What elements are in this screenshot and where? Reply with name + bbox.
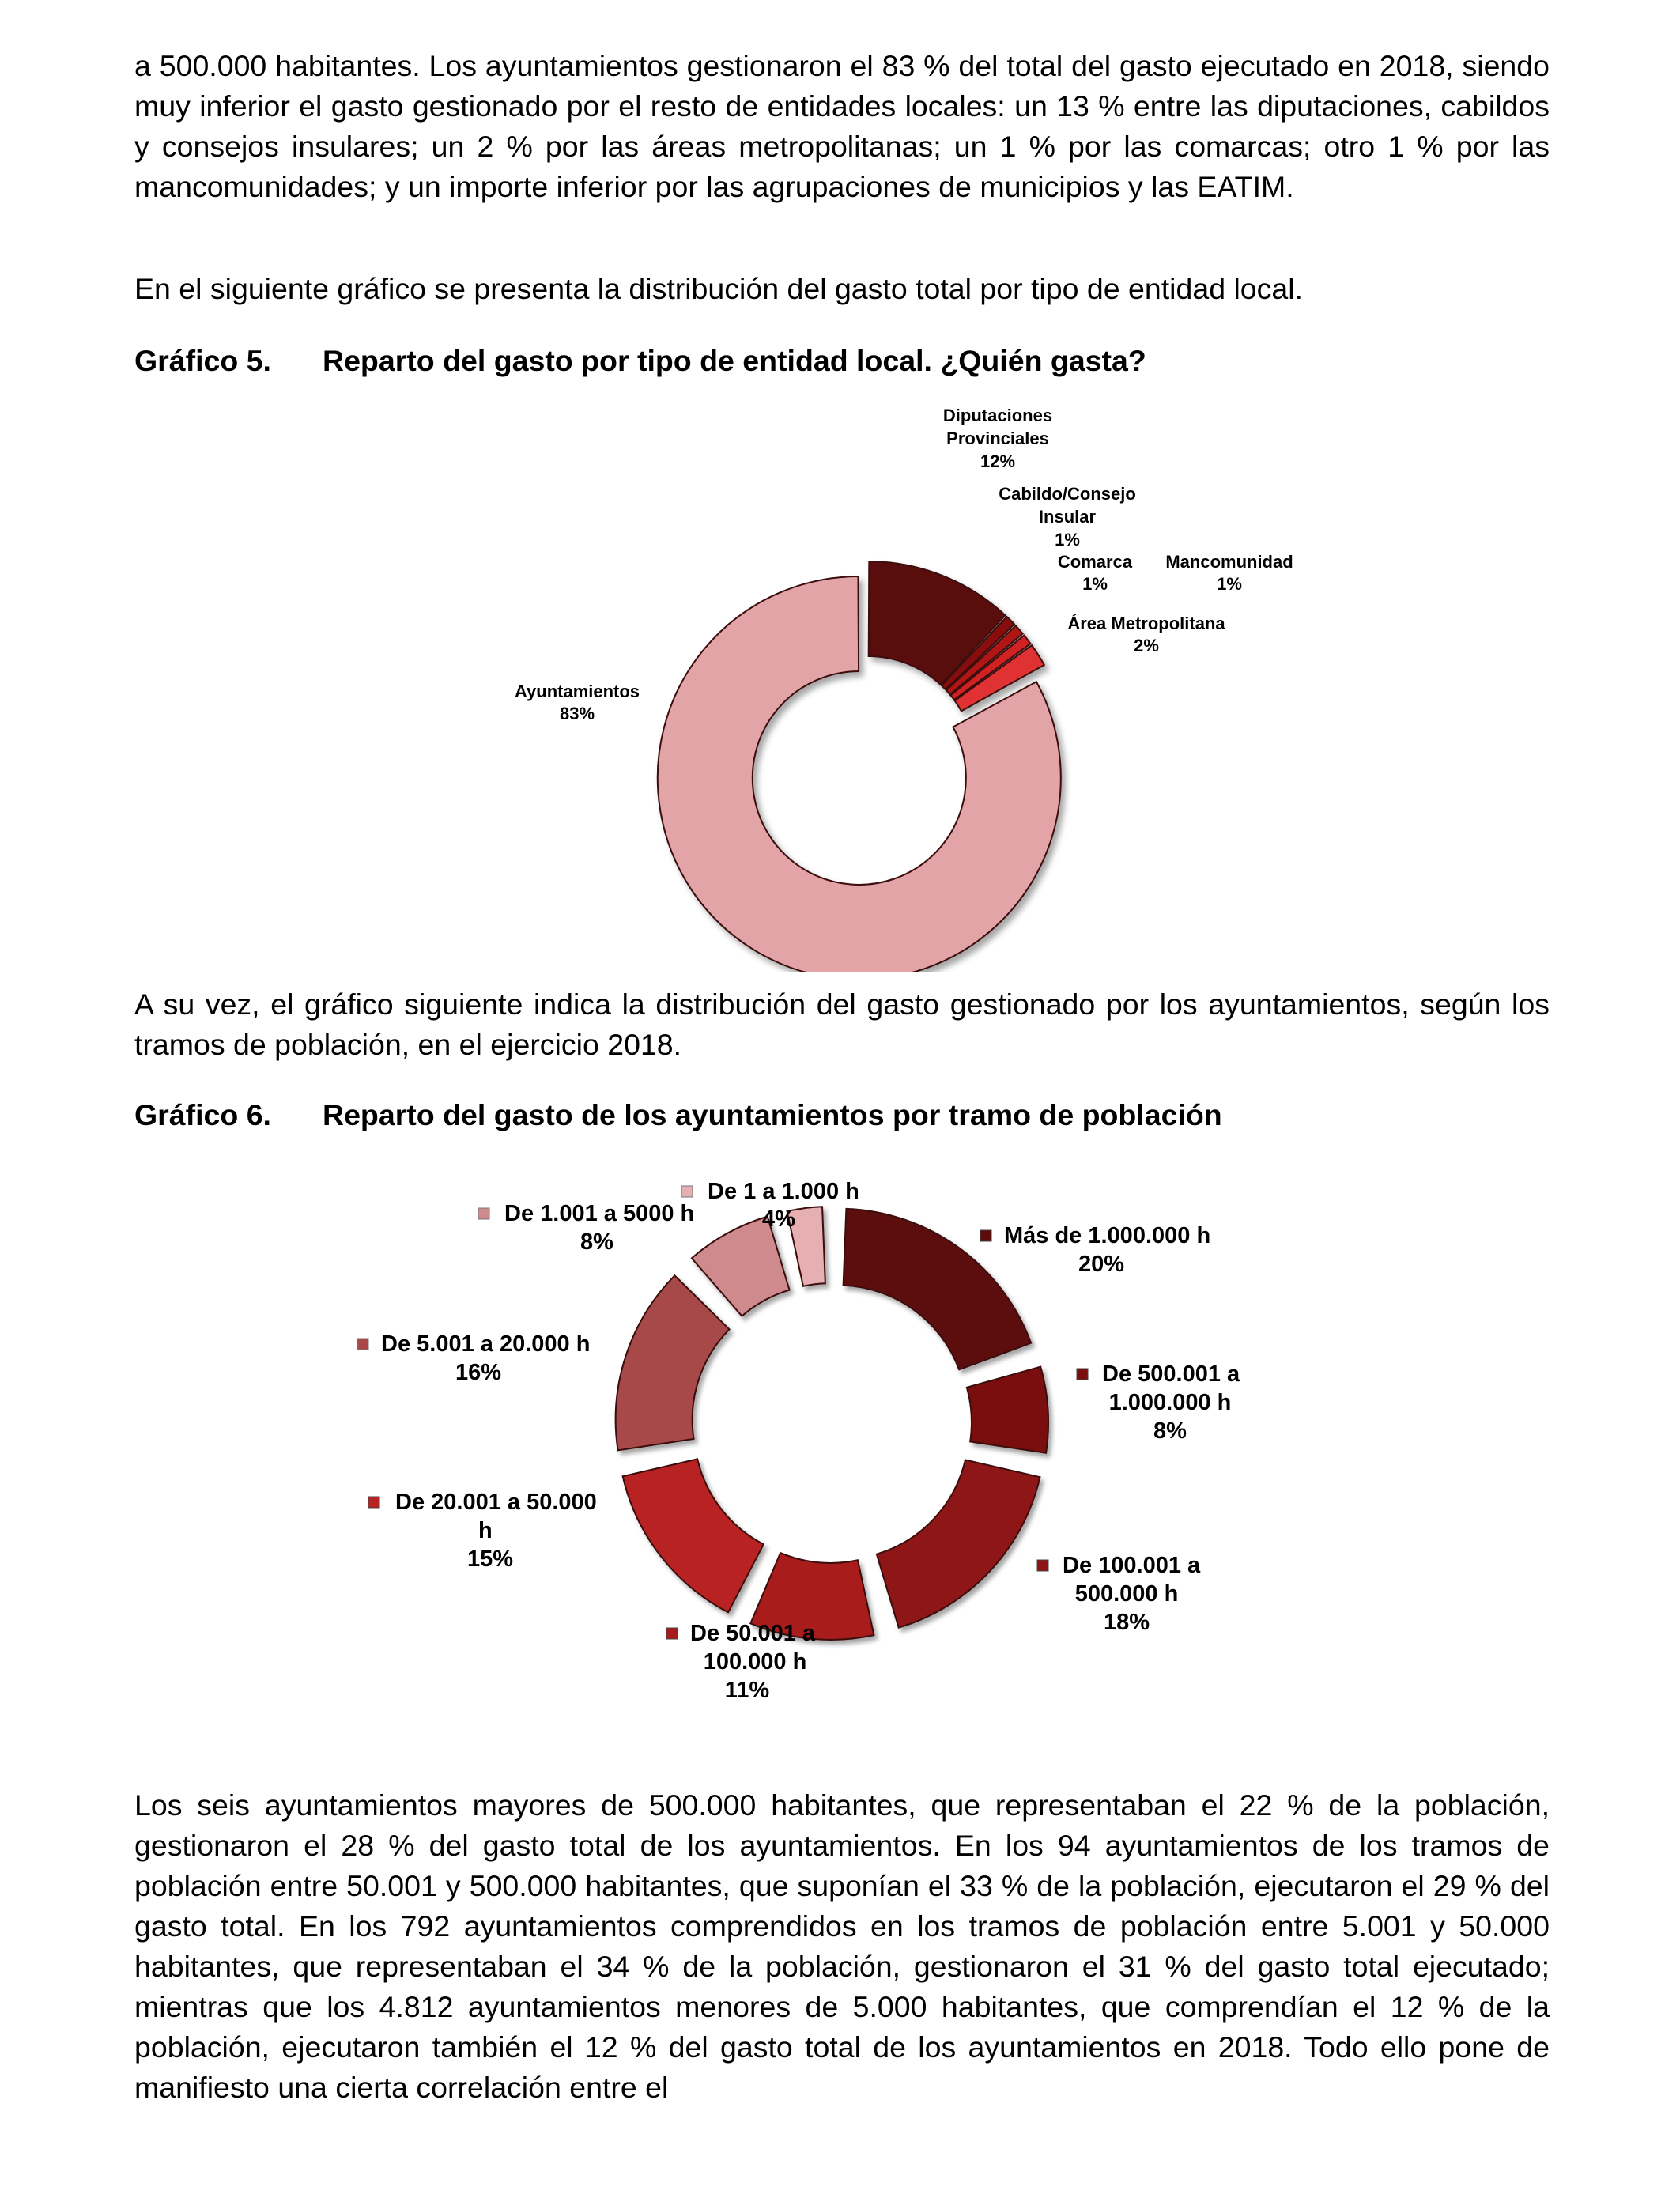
label-1-1000: De 1 a 1.000 h [708, 1179, 859, 1204]
label-500001-1000000-line2: 1.000.000 h [1108, 1390, 1232, 1415]
donut-slice-2 [967, 1367, 1048, 1453]
label-ayuntamientos: Ayuntamientos [514, 682, 640, 701]
label-mas-1000000-value: 20% [1078, 1252, 1125, 1277]
chart-population-donut [0, 1154, 1680, 1739]
label-100001-500000-value: 18% [1103, 1610, 1150, 1635]
figure-5-title: Reparto del gasto por tipo de entidad local. ¿Quién gasta? [323, 344, 1146, 377]
label-20001-50000-value: 15% [466, 1546, 514, 1572]
label-comarca: Comarca [1057, 552, 1133, 572]
label-1001-5000: De 1.001 a 5000 h [504, 1201, 695, 1226]
donut-slice-6 [616, 1275, 730, 1450]
chart-entity-type-donut [0, 395, 1680, 972]
label-20001-50000: De 20.001 a 50.000 h [395, 1490, 597, 1543]
label-comarca-value: 1% [1082, 574, 1108, 594]
label-100001-500000-line2: 500.000 h [1074, 1581, 1179, 1607]
label-50001-100000-line2: 100.000 h [703, 1649, 807, 1675]
donut-slice-3 [877, 1460, 1040, 1627]
label-1-1000-value: 4% [762, 1207, 795, 1232]
legend-marker-50001-100000 [666, 1628, 678, 1639]
label-cabildo-line1: Cabildo/Consejo Insular [999, 484, 1136, 527]
legend-marker-1001-5000 [478, 1208, 489, 1219]
label-diputaciones-value: 12% [980, 451, 1016, 471]
label-500001-1000000-value: 8% [1153, 1418, 1187, 1444]
legend-marker-5001-20000 [357, 1339, 368, 1350]
label-diputaciones-line1: Diputaciones Provinciales [942, 406, 1053, 448]
donut-slice-5 [623, 1459, 764, 1612]
legend-marker-1-1000 [681, 1186, 693, 1197]
paragraph-analysis: Los seis ayuntamientos mayores de 500.000 habitantes, que representaban el 22 % de la población, gestionaron el 28 % del gasto total de los ayuntamientos. En los 94 ayuntamientos de los tramos de población entre 50.001 y 500.000 habitantes, que suponían el 33 % de la población, ejecutaron el 29 % del gasto total. En los 792 ayuntamientos comprendidos en los tramos de población entre 5.001 y 50.000 habitantes, que representaban el 34 % de la población, gestionaron el 31 % del gasto total ejecutado; mientras que los 4.812 ayuntamientos menores de 5.000 habitantes, que comprendían el 12 % de la población, ejecutaron también el 12 % del gasto total de los ayuntamientos en 2018. Todo ello pone de manifiesto una cierta correlación entre el [134, 1788, 1550, 2104]
label-ayuntamientos-value: 83% [559, 704, 595, 723]
label-50001-100000-value: 11% [724, 1678, 770, 1703]
donut-slice-1 [844, 1209, 1032, 1369]
legend-marker-mas-1000000 [980, 1230, 991, 1241]
label-5001-20000-value: 16% [455, 1360, 502, 1385]
paragraph-chart6-intro: A su vez, el gráfico siguiente indica la distribución del gasto gestionado por los ayuntamientos, según los tramos de población, en el ejercicio 2018. [134, 987, 1550, 1061]
figure-6-heading [134, 1095, 1550, 1135]
paragraph-chart5-intro: En el siguiente gráfico se presenta la distribución del gasto total por tipo de entidad local. [134, 272, 1304, 305]
figure-5-heading [134, 341, 1550, 381]
label-50001-100000: De 50.001 a [690, 1621, 816, 1646]
legend-marker-100001-500000 [1037, 1560, 1048, 1571]
legend-marker-20001-50000 [368, 1497, 379, 1508]
label-area-metropolitana-value: 2% [1134, 636, 1159, 655]
label-mas-1000000: Más de 1.000.000 h [1004, 1223, 1211, 1248]
legend-marker-500001-1000000 [1077, 1369, 1088, 1380]
figure-6-number: Gráfico 6. [134, 1098, 271, 1131]
label-area-metropolitana: Área Metropolitana [1067, 614, 1225, 633]
label-500001-1000000: De 500.001 a [1102, 1361, 1240, 1387]
figure-5-number: Gráfico 5. [134, 344, 271, 377]
label-5001-20000: De 5.001 a 20.000 h [381, 1331, 591, 1357]
label-100001-500000: De 100.001 a [1063, 1553, 1201, 1578]
figure-6-title: Reparto del gasto de los ayuntamientos por tramo de población [323, 1098, 1222, 1131]
label-mancomunidad-value: 1% [1217, 574, 1242, 594]
label-mancomunidad: Mancomunidad [1165, 552, 1293, 572]
label-1001-5000-value: 8% [580, 1229, 613, 1255]
label-cabildo-value: 1% [1055, 530, 1080, 549]
paragraph-intro: a 500.000 habitantes. Los ayuntamientos gestionaron el 83 % del total del gasto ejecutado en 2018, siendo muy inferior el gasto gestionado por el resto de entidades locales: un 13 % entre las diputaciones, cabildos y consejos insulares; un 2 % por las áreas metropolitanas; un 1 % por las comarcas; otro 1 % por las mancomunidades; y un importe inferior por las agrupaciones de municipios y las EATIM. [134, 49, 1550, 203]
